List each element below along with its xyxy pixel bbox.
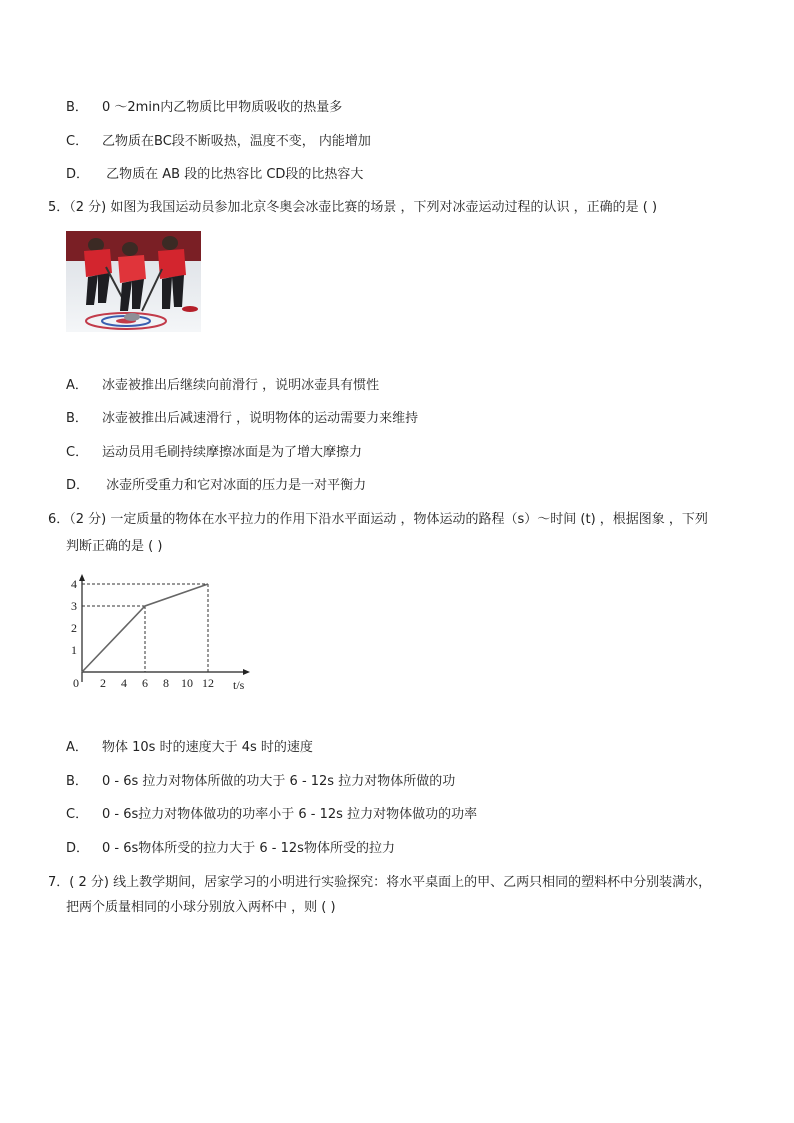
- x-tick-label: 2: [100, 676, 106, 690]
- x-tick-label: 8: [163, 676, 169, 690]
- q6-option-a: [66, 739, 313, 757]
- q5-option-d: [66, 477, 366, 495]
- option-text: 物体 10s 时的速度大于 4s 时的速度: [102, 740, 313, 755]
- option-text: 乙物质在 AB 段的比热容比 CD段的比热容大: [102, 167, 364, 182]
- option-label: D．: [66, 478, 90, 493]
- x-tick-label: 4: [121, 676, 127, 690]
- option-text: 0 - 6s 拉力对物体所做的功大于 6 - 12s 拉力对物体所做的功: [102, 774, 456, 789]
- q5-option-b: [66, 410, 418, 428]
- origin-label: 0: [73, 676, 79, 690]
- q6-option-d: [66, 840, 395, 858]
- x-tick-label: 10: [181, 676, 193, 690]
- option-label: B．: [66, 774, 88, 789]
- option-label: A．: [66, 740, 88, 755]
- q5-option-a: [66, 377, 379, 395]
- option-label: A．: [66, 378, 88, 393]
- y-tick-label: 4: [71, 577, 77, 591]
- option-label: B．: [66, 411, 88, 426]
- q7-stem-line2: 把两个质量相同的小球分别放入两杯中 ，则 ( ): [66, 900, 336, 915]
- y-tick-label: 3: [71, 599, 77, 613]
- x-axis-arrow: [243, 669, 250, 675]
- x-tick-label: 12: [202, 676, 214, 690]
- distance-time-graph: [60, 572, 260, 696]
- y-tick-label: 2: [71, 621, 77, 635]
- q4-option-d: [66, 166, 363, 184]
- x-tick-label: 6: [142, 676, 148, 690]
- q4-option-b: [66, 99, 342, 117]
- q6-option-c: [66, 806, 477, 824]
- option-text: 0 - 6s物体所受的拉力大于 6 - 12s物体所受的拉力: [102, 841, 395, 856]
- q6-stem-line1: 6．（2 分) 一定质量的物体在水平拉力的作用下沿水平面运动 ，物体运动的路程（s）～时间 (t) ，根据图象 ，下列: [48, 512, 708, 527]
- option-label: B．: [66, 100, 88, 115]
- q4-option-c: [66, 133, 371, 151]
- option-text: 0 - 6s拉力对物体做功的功率小于 6 - 12s 拉力对物体做功的功率: [102, 807, 478, 822]
- option-text: 冰壶被推出后继续向前滑行 ，说明冰壶具有惯性: [102, 378, 380, 393]
- q5-option-c: [66, 444, 362, 462]
- x-axis-label: t/s: [233, 678, 245, 692]
- q7-stem-line1: 7．( 2 分) 线上教学期间，居家学习的小明进行实验探究：将水平桌面上的甲、乙两只相同的塑料杯中分别装满水，: [48, 875, 712, 890]
- q6-stem-line2: 判断正确的是 ( ): [66, 539, 163, 554]
- option-text: 0 ～2min内乙物质比甲物质吸收的热量多: [102, 100, 343, 115]
- option-label: C．: [66, 134, 89, 149]
- y-axis-arrow: [79, 574, 85, 581]
- option-label: C．: [66, 807, 89, 822]
- curling-photo: [66, 231, 201, 332]
- option-label: D．: [66, 841, 90, 856]
- q5-stem: 5．（2 分) 如图为我国运动员参加北京冬奥会冰壶比赛的场景 ，下列对冰壶运动过程的认识 ，正确的是 ( ): [48, 200, 658, 215]
- option-label: D．: [66, 167, 90, 182]
- option-text: 运动员用毛刷持续摩擦冰面是为了增大摩擦力: [102, 445, 363, 460]
- option-label: C．: [66, 445, 89, 460]
- q6-option-b: [66, 773, 455, 791]
- y-tick-label: 1: [71, 643, 77, 657]
- option-text: 冰壶被推出后减速滑行 ，说明物体的运动需要力来维持: [102, 411, 419, 426]
- option-text: 冰壶所受重力和它对冰面的压力是一对平衡力: [102, 478, 367, 493]
- option-text: 乙物质在BC段不断吸热，温度不变， 内能增加: [102, 134, 371, 149]
